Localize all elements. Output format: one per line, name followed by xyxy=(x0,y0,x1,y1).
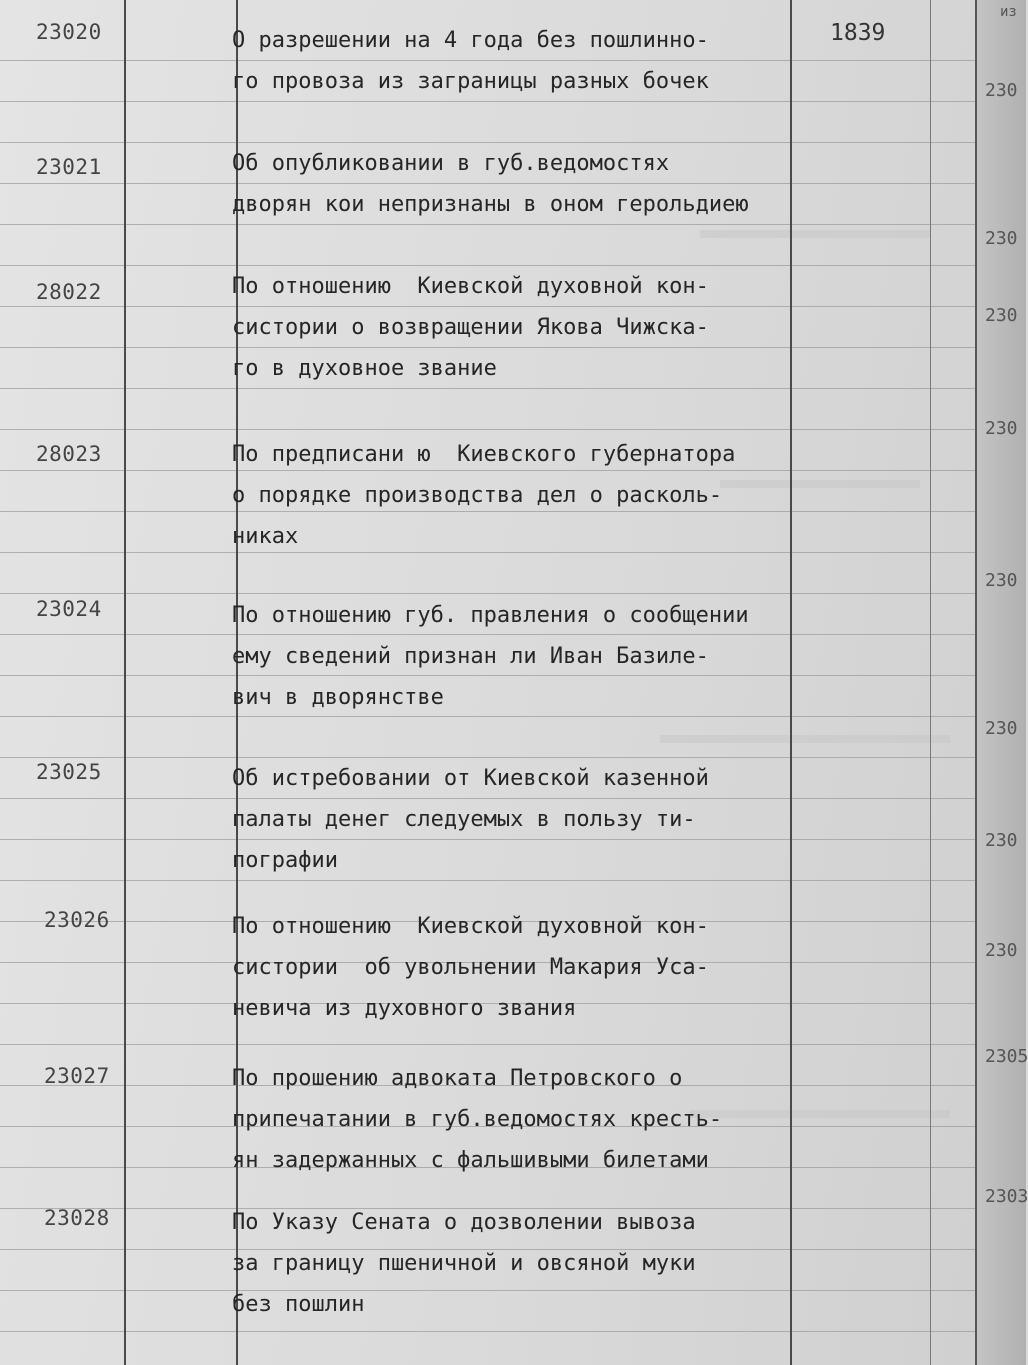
bleed-through-text xyxy=(660,735,950,743)
spine-number: 230 xyxy=(985,305,1018,326)
entry-text: По отношению губ. правления о сообщении ему сведений признан ли Иван Базиле- вич в дворянстве xyxy=(232,603,749,710)
column-rule xyxy=(124,0,126,1365)
spine-number: 230 xyxy=(985,940,1018,961)
entry-text: Об опубликовании в губ.ведомостях дворян кои непризнаны в оном герольдиею xyxy=(232,151,749,217)
spine-number: 230 xyxy=(985,80,1018,101)
entry-text: По отношению Киевской духовной кон- систории о возвращении Якова Чижска- го в духовное звание xyxy=(232,274,709,381)
entry-number: 23028 xyxy=(44,1206,110,1230)
spine-number: 230 xyxy=(985,418,1018,439)
entry-number: 23025 xyxy=(36,760,102,784)
entry-number: 28022 xyxy=(36,280,102,304)
entry-text: По прошению адвоката Петровского о припечатании в губ.ведомостях кресть- ян задержанных с фальшивыми билетами xyxy=(232,1066,723,1173)
entry-text: По отношению Киевской духовной кон- систории об увольнении Макария Уса- невича из духовного звания xyxy=(232,914,709,1021)
spine-number: 230 xyxy=(985,570,1018,591)
bleed-through-text xyxy=(700,230,930,238)
corner-mark: из xyxy=(1000,4,1017,20)
column-rule xyxy=(930,0,931,1365)
adjacent-page-edge xyxy=(975,0,1026,1365)
entry-number: 23020 xyxy=(36,20,102,44)
ruled-line xyxy=(0,429,1024,430)
spine-number: 2303 xyxy=(985,1186,1028,1207)
entry-text: Об истребовании от Киевской казенной палаты денег следуемых в пользу ти- пографии xyxy=(232,766,709,873)
entry-number: 23021 xyxy=(36,155,102,179)
entry-text: О разрешении на 4 года без пошлинно- го провоза из заграницы разных бочек xyxy=(232,28,709,94)
ruled-line xyxy=(0,1044,1024,1045)
ruled-line xyxy=(0,593,1024,594)
entry-number: 23026 xyxy=(44,908,110,932)
entry-number: 28023 xyxy=(36,442,102,466)
entry-text: По Указу Сената о дозволении вывоза за границу пшеничной и овсяной муки без пошлин xyxy=(232,1210,696,1317)
entry-text: По предписани ю Киевского губернатора о порядке производства дел о расколь- никах xyxy=(232,442,736,549)
entry-number: 23027 xyxy=(44,1064,110,1088)
ruled-line xyxy=(0,1331,1024,1332)
year-label: 1839 xyxy=(830,20,886,46)
spine-number: 230 xyxy=(985,718,1018,739)
spine-number: 230 xyxy=(985,830,1018,851)
spine-number: 230 xyxy=(985,228,1018,249)
entry-number: 23024 xyxy=(36,597,102,621)
spine-number: 2305 xyxy=(985,1046,1028,1067)
